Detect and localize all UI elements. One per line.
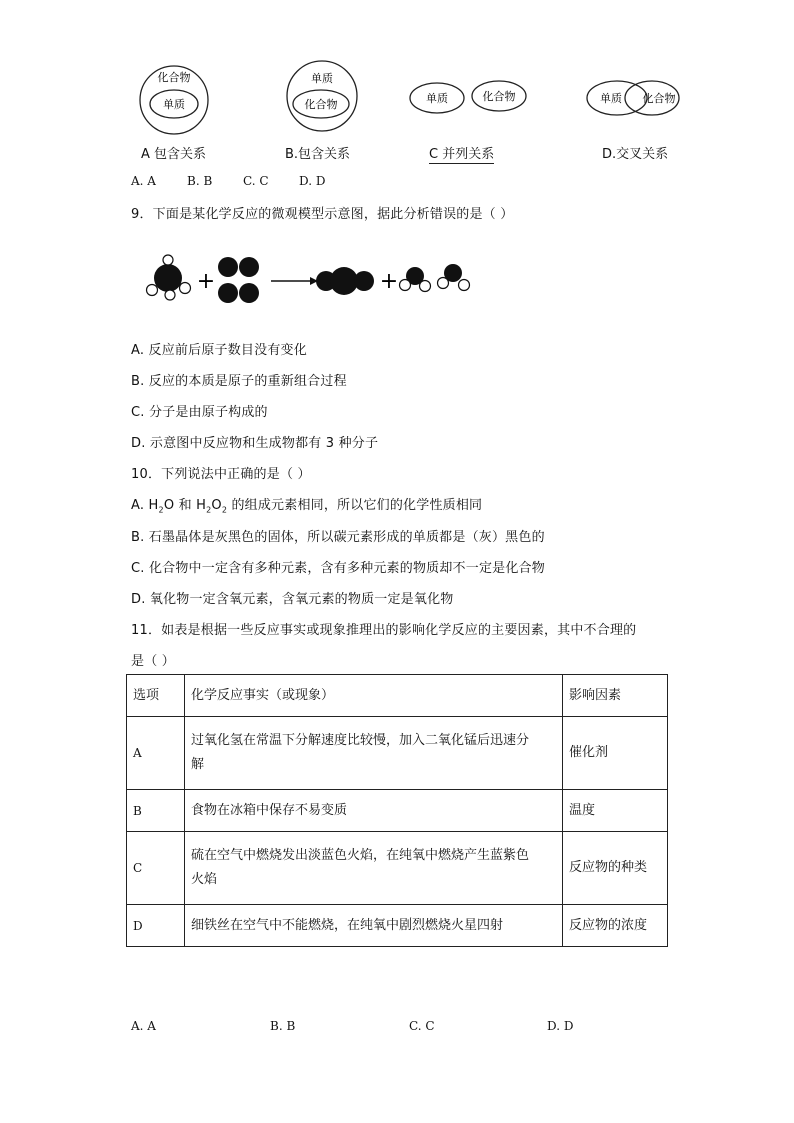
- q10-option-b: B. 石墨晶体是灰黑色的固体，所以碳元素形成的单质都是（灰）黑色的: [131, 530, 545, 545]
- venn-c-left-label: 单质: [426, 92, 448, 105]
- q8-option-b: B. B: [187, 174, 213, 188]
- venn-d-right-label: 化合物: [642, 92, 676, 105]
- q8-option-c: C. C: [243, 174, 269, 188]
- venn-a-caption: A 包含关系: [141, 147, 207, 162]
- row-a-factor: 催化剂: [563, 717, 668, 790]
- q8-option-d: D. D: [299, 174, 326, 188]
- q9-stem: 9．下面是某化学反应的微观模型示意图，据此分析错误的是（ ）: [131, 207, 514, 222]
- q9-option-b: B. 反应的本质是原子的重新组合过程: [131, 374, 347, 389]
- venn-a-diagram: [140, 66, 208, 134]
- table-row: [127, 790, 668, 832]
- row-c-factor: 反应物的种类: [563, 832, 668, 905]
- venn-b-outer-label: 单质: [311, 72, 333, 85]
- venn-b-diagram: [287, 61, 357, 131]
- venn-d-diagram: [587, 81, 679, 115]
- plus-sign-2: +: [379, 269, 399, 294]
- q11-stem-line1: 11．如表是根据一些反应事实或现象推理出的影响化学反应的主要因素，其中不合理的: [131, 623, 637, 638]
- row-d-option: D: [127, 905, 185, 947]
- q10-option-d: D. 氧化物一定含氧元素，含氧元素的物质一定是氧化物: [131, 592, 454, 607]
- q11-option-a: A. A: [131, 1019, 156, 1033]
- reaction-molecular-model: [140, 250, 480, 310]
- venn-a-inner-label: 单质: [163, 98, 185, 111]
- table-row: [127, 905, 668, 947]
- q11-option-d: D. D: [547, 1019, 574, 1033]
- q10-stem: 10．下列说法中正确的是（ ）: [131, 467, 311, 482]
- table-row: [127, 832, 668, 905]
- q9-option-c: C. 分子是由原子构成的: [131, 405, 268, 420]
- venn-c-right-label: 化合物: [482, 90, 516, 103]
- reaction-arrow: [271, 277, 318, 285]
- venn-diagrams: [0, 0, 794, 140]
- row-c-option: C: [127, 832, 185, 905]
- venn-c-caption: C 并列关系: [429, 143, 494, 164]
- row-b-factor: 温度: [563, 790, 668, 832]
- product-molecule-2: [400, 264, 470, 292]
- q8-option-a: A. A: [131, 174, 156, 188]
- q11-option-c: C. C: [409, 1019, 435, 1033]
- row-a-fact: 过氧化氢在常温下分解速度比较慢，加入二氧化锰后迅速分 解: [185, 717, 563, 790]
- header-fact: 化学反应事实（或现象）: [185, 675, 563, 717]
- q10-option-c: C. 化合物中一定含有多种元素，含有多种元素的物质却不一定是化合物: [131, 561, 545, 576]
- q11-option-b: B. B: [270, 1019, 296, 1033]
- venn-d-caption: D.交叉关系: [602, 147, 669, 162]
- plus-sign-1: +: [196, 269, 216, 294]
- row-d-fact: 细铁丝在空气中不能燃烧，在纯氧中剧烈燃烧火星四射: [185, 905, 563, 947]
- venn-b-inner-label: 化合物: [304, 98, 338, 111]
- row-c-fact: 硫在空气中燃烧发出淡蓝色火焰，在纯氧中燃烧产生蓝紫色 火焰: [185, 832, 563, 905]
- row-b-option: B: [127, 790, 185, 832]
- reactant-molecule-1: [147, 255, 191, 300]
- header-factor: 影响因素: [563, 675, 668, 717]
- q11-stem-line2: 是（ ）: [131, 654, 175, 669]
- row-b-fact: 食物在冰箱中保存不易变质: [185, 790, 563, 832]
- venn-a-outer-label: 化合物: [157, 71, 191, 84]
- reactant-molecule-2: [218, 257, 259, 303]
- venn-b-caption: B.包含关系: [285, 147, 351, 162]
- venn-d-left-label: 单质: [600, 92, 622, 105]
- header-option: 选项: [127, 675, 185, 717]
- q11-table: [126, 674, 668, 947]
- table-header-row: [127, 675, 668, 717]
- product-molecule-1: [316, 267, 374, 295]
- venn-c-diagram: [410, 81, 526, 113]
- q9-option-a: A. 反应前后原子数目没有变化: [131, 343, 307, 358]
- q10-option-a: A. $H_2O$ 和 $H_2O_2$ 的组成元素相同，所以它们的化学性质相同: [131, 498, 483, 515]
- row-a-option: A: [127, 717, 185, 790]
- row-d-factor: 反应物的浓度: [563, 905, 668, 947]
- q9-option-d: D. 示意图中反应物和生成物都有 3 种分子: [131, 436, 379, 451]
- table-row: [127, 717, 668, 790]
